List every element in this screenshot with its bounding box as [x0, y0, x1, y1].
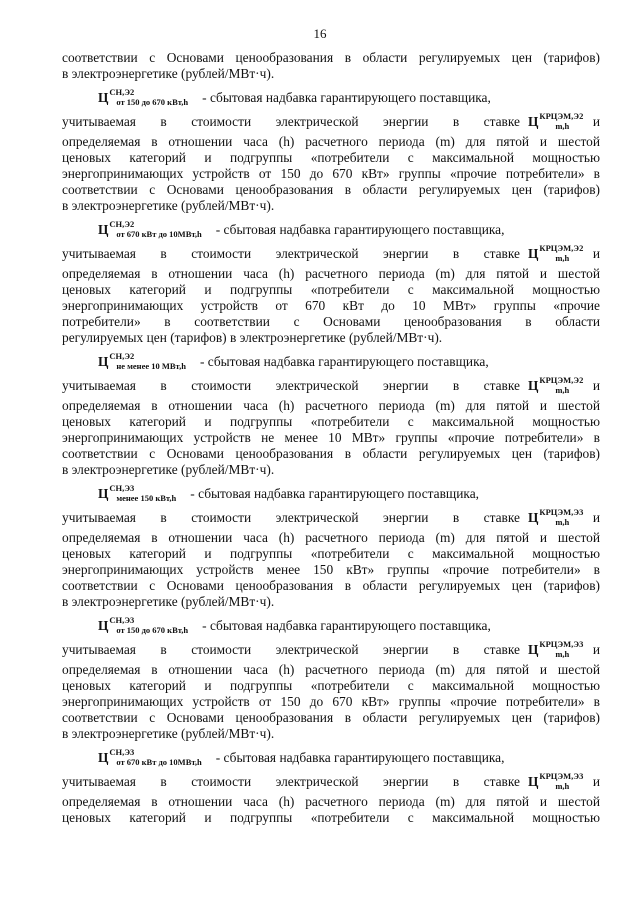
rate-line-text: учитываемая в стоимости электрической энергии в ставке — [62, 774, 520, 789]
tariff-symbol: $Ц^{СН,Э2}_{от 670 кВт до 10МВт,h}$ — [98, 219, 202, 239]
rate-line-text: учитываемая в стоимости электрической энергии в ставке — [62, 378, 520, 393]
rate-symbol: $Ц^{КРЦЭМ,Э3}_{m,h}$ — [528, 640, 584, 659]
text-line: определяемая в отношении часа (h) расчетного периода (m) для пятой и шестой — [62, 266, 600, 281]
rate-symbol: $Ц^{КРЦЭМ,Э2}_{m,h}$ — [528, 244, 584, 263]
definition-rate-line — [62, 376, 600, 398]
text-line: ценовых категорий и подгруппы «потребители с максимальной мощностью — [62, 810, 600, 825]
rate-symbol: $Ц^{КРЦЭМ,Э3}_{m,h}$ — [528, 508, 584, 527]
text-line: энергопринимающих устройств не менее 10 МВт» группы «прочие потребители» в — [62, 430, 600, 445]
tariff-symbol: $Ц^{СН,Э2}_{не менее 10 МВт,h}$ — [98, 351, 186, 371]
definition-rate-line — [62, 640, 600, 662]
text-line: в электроэнергетике (рублей/МВт·ч). — [62, 726, 275, 741]
text-line: в электроэнергетике (рублей/МВт·ч). — [62, 66, 275, 81]
text-line: регулируемых цен (тарифов) в электроэнергетике (рублей/МВт·ч). — [62, 330, 443, 345]
text-line: энергопринимающих устройств от 670 кВт до 10 МВт» группы «прочие — [62, 298, 600, 313]
rate-symbol: $Ц^{КРЦЭМ,Э2}_{m,h}$ — [528, 376, 584, 395]
text-line: в электроэнергетике (рублей/МВт·ч). — [62, 594, 275, 609]
text-line: соответствии с Основами ценообразования в области регулируемых цен (тарифов) — [62, 578, 600, 593]
text-line: определяемая в отношении часа (h) расчетного периода (m) для пятой и шестой — [62, 398, 600, 413]
document-body — [62, 50, 600, 826]
definition-lead: - сбытовая надбавка гарантирующего поставщика, — [202, 90, 491, 105]
page-number: 16 — [313, 26, 327, 41]
definition-block — [62, 746, 600, 826]
text-line: соответствии с Основами ценообразования в области регулируемых цен (тарифов) — [62, 710, 600, 725]
definition-rate-line — [62, 244, 600, 266]
text-line: соответствии с Основами ценообразования в области регулируемых цен (тарифов) — [62, 446, 600, 461]
text-line: ценовых категорий и подгруппы «потребители с максимальной мощностью — [62, 546, 600, 561]
definition-block — [62, 482, 600, 610]
rate-symbol: $Ц^{КРЦЭМ,Э2}_{m,h}$ — [528, 112, 584, 131]
text-line: определяемая в отношении часа (h) расчетного периода (m) для пятой и шестой — [62, 134, 600, 149]
text-line: соответствии с Основами ценообразования в области регулируемых цен (тарифов) — [62, 182, 600, 197]
definition-block — [62, 614, 600, 742]
rate-line-text: учитываемая в стоимости электрической энергии в ставке — [62, 114, 520, 129]
definition-rate-line — [62, 772, 600, 794]
tariff-symbol: $Ц^{СН,Э3}_{от 670 кВт до 10МВт,h}$ — [98, 747, 202, 767]
definition-lead: - сбытовая надбавка гарантирующего поставщика, — [215, 222, 505, 237]
text-line: в электроэнергетике (рублей/МВт·ч). — [62, 462, 275, 477]
rate-symbol: $Ц^{КРЦЭМ,Э3}_{m,h}$ — [528, 772, 584, 791]
tariff-symbol: $Ц^{СН,Э3}_{менее 150 кВт,h}$ — [98, 483, 177, 503]
text-line: ценовых категорий и подгруппы «потребители с максимальной мощностью — [62, 282, 600, 297]
conjunction: и — [592, 642, 600, 657]
conjunction: и — [592, 246, 600, 261]
text-line: ценовых категорий и подгруппы «потребители с максимальной мощностью — [62, 678, 600, 693]
text-line: энергопринимающих устройств от 150 до 670 кВт» группы «прочие потребители» в — [62, 694, 600, 709]
definition-lead: - сбытовая надбавка гарантирующего поставщика, — [199, 354, 489, 369]
text-line: ценовых категорий и подгруппы «потребители с максимальной мощностью — [62, 414, 600, 429]
rate-line-text: учитываемая в стоимости электрической энергии в ставке — [62, 642, 520, 657]
text-line: энергопринимающих устройств менее 150 кВт» группы «прочие потребители» в — [62, 562, 600, 577]
text-line: потребители» в соответствии с Основами ценообразования в области — [62, 314, 600, 329]
conjunction: и — [592, 774, 600, 789]
definition-lead: - сбытовая надбавка гарантирующего поставщика, — [215, 750, 505, 765]
text-line: соответствии с Основами ценообразования в области регулируемых цен (тарифов) — [62, 50, 600, 65]
definition-list — [62, 86, 600, 826]
text-line: определяемая в отношении часа (h) расчетного периода (m) для пятой и шестой — [62, 794, 600, 809]
text-line: ценовых категорий и подгруппы «потребители с максимальной мощностью — [62, 150, 600, 165]
tariff-symbol: $Ц^{СН,Э3}_{от 150 до 670 кВт,h}$ — [98, 615, 189, 635]
definition-head — [62, 218, 600, 244]
definition-head — [62, 350, 600, 376]
text-line: энергопринимающих устройств от 150 до 670 кВт» группы «прочие потребители» в — [62, 166, 600, 181]
conjunction: и — [592, 378, 600, 393]
definition-rate-line — [62, 112, 600, 134]
text-line: определяемая в отношении часа (h) расчетного периода (m) для пятой и шестой — [62, 530, 600, 545]
rate-line-text: учитываемая в стоимости электрической энергии в ставке — [62, 246, 520, 261]
definition-head — [62, 746, 600, 772]
text-line: в электроэнергетике (рублей/МВт·ч). — [62, 198, 275, 213]
definition-block — [62, 350, 600, 478]
conjunction: и — [592, 114, 600, 129]
definition-lead: - сбытовая надбавка гарантирующего поставщика, — [202, 618, 491, 633]
conjunction: и — [592, 510, 600, 525]
definition-lead: - сбытовая надбавка гарантирующего поставщика, — [190, 486, 479, 501]
definition-block — [62, 218, 600, 346]
text-line: определяемая в отношении часа (h) расчетного периода (m) для пятой и шестой — [62, 662, 600, 677]
definition-rate-line — [62, 508, 600, 530]
definition-block — [62, 86, 600, 214]
rate-line-text: учитываемая в стоимости электрической энергии в ставке — [62, 510, 520, 525]
definition-head — [62, 86, 600, 112]
tariff-symbol: $Ц^{СН,Э2}_{от 150 до 670 кВт,h}$ — [98, 87, 189, 107]
definition-head — [62, 614, 600, 640]
definition-head — [62, 482, 600, 508]
